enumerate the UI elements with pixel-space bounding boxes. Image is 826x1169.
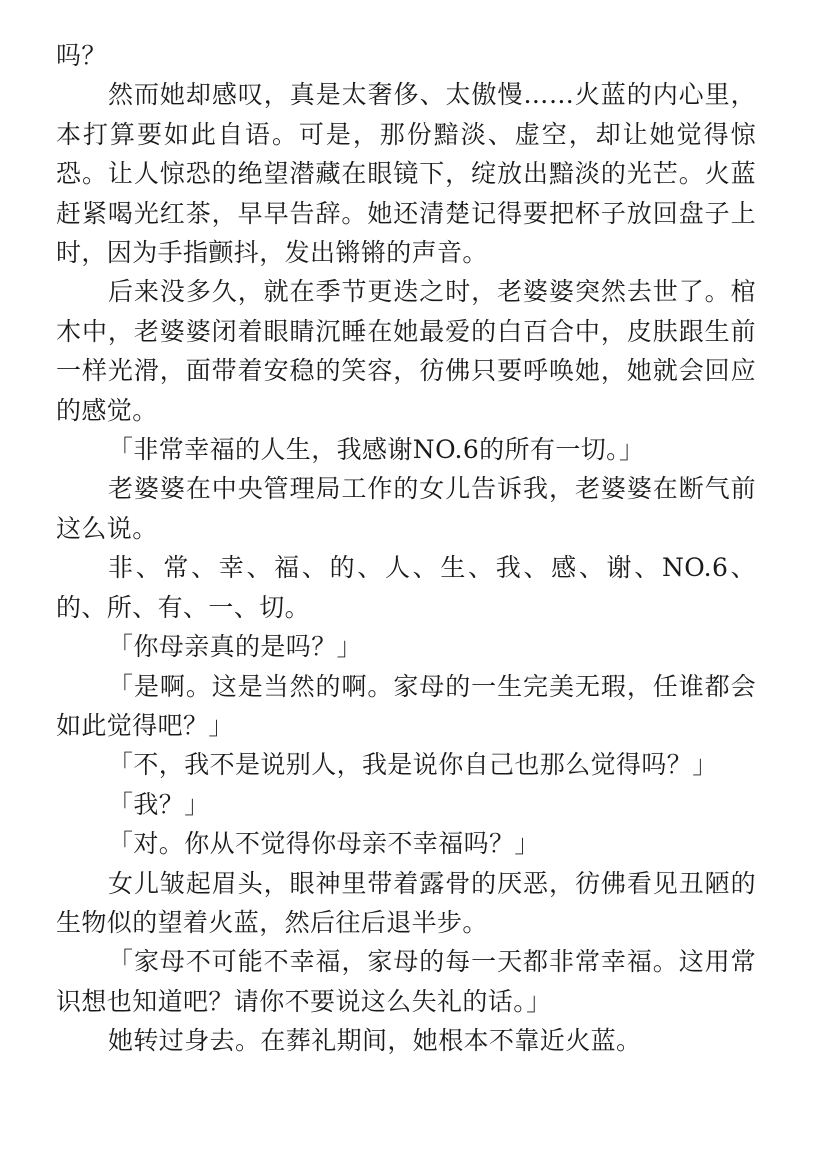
paragraph: 「对。你从不觉得你母亲不幸福吗？」 bbox=[108, 829, 540, 859]
paragraph: 女儿皱起眉头，眼神里带着露骨的厌恶，彷佛看见丑陋的生物似的望着火蓝，然后往后退半步。 bbox=[56, 868, 756, 937]
paragraph: 「家母不可能不幸福，家母的每一天都非常幸福。这用常识想也知道吧？请你不要说这么失礼的话。」 bbox=[56, 947, 756, 1016]
document-page bbox=[56, 36, 756, 1061]
paragraph: 非、常、幸、福、的、人、生、我、感、谢、NO.6、的、所、有、一、切。 bbox=[56, 553, 756, 622]
paragraph: 后来没多久，就在季节更迭之时，老婆婆突然去世了。棺木中，老婆婆闭着眼睛沉睡在她最爱的白百合中，皮肤跟生前一样光滑，面带着安稳的笑容，彷佛只要呼唤她，她就会回应的感觉。 bbox=[56, 277, 756, 425]
paragraph: 「不，我不是说别人，我是说你自己也那么觉得吗？」 bbox=[108, 750, 718, 780]
paragraph: 「是啊。这是当然的啊。家母的一生完美无瑕，任谁都会如此觉得吧？」 bbox=[56, 671, 756, 740]
paragraph: 她转过身去。在葬礼期间，她根本不靠近火蓝。 bbox=[108, 1026, 642, 1056]
paragraph: 「非常幸福的人生，我感谢NO.6的所有一切。」 bbox=[108, 435, 645, 465]
paragraph: 「我？」 bbox=[108, 789, 210, 819]
paragraph: 吗？ bbox=[56, 41, 107, 70]
paragraph: 然而她却感叹，真是太奢侈、太傲慢……火蓝的内心里，本打算要如此自语。可是，那份黯淡、虚空，却让她觉得惊恐。让人惊恐的绝望潜藏在眼镜下，绽放出黯淡的光芒。火蓝赶紧喝光红茶，早早告辞。她还清楚记得要把杯子放回盘子上时，因为手指颤抖，发出锵锵的声音。 bbox=[56, 80, 756, 268]
paragraph: 「你母亲真的是吗？」 bbox=[108, 632, 363, 662]
paragraph: 老婆婆在中央管理局工作的女儿告诉我，老婆婆在断气前这么说。 bbox=[56, 474, 756, 543]
